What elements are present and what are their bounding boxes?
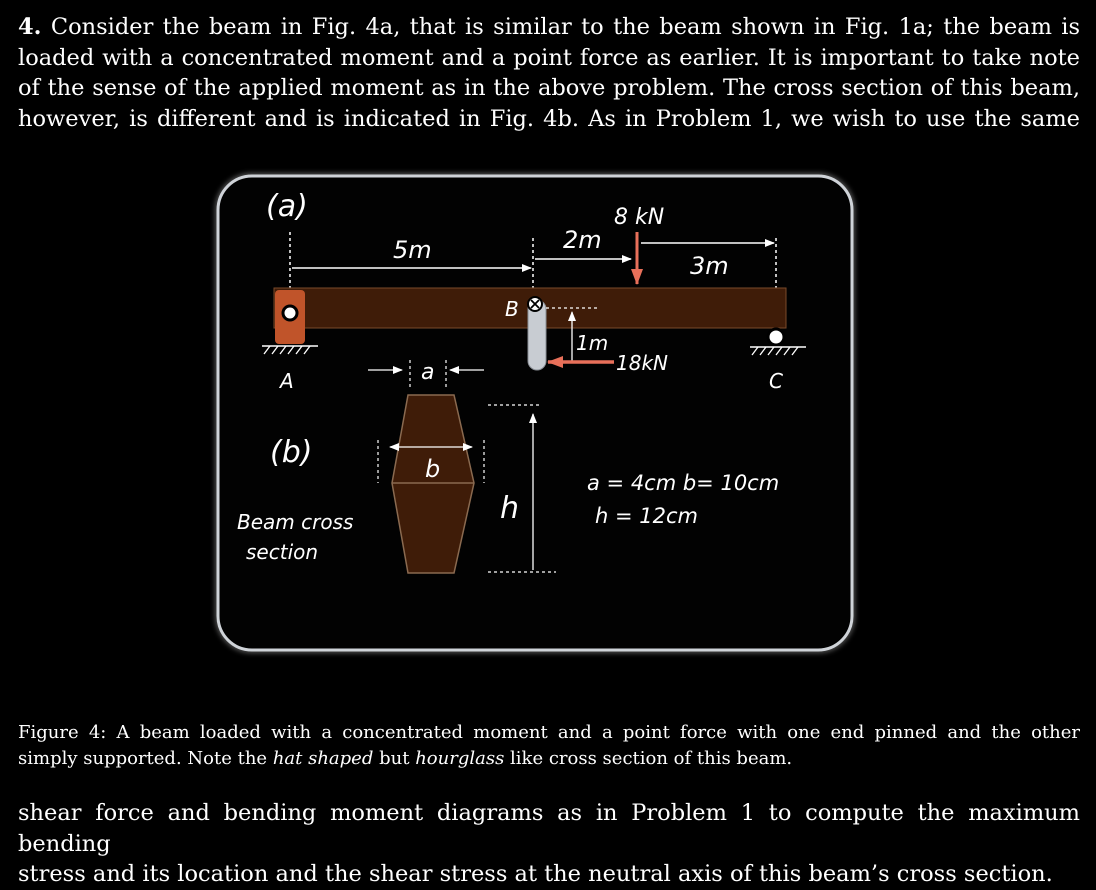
figure-caption xyxy=(18,720,1080,772)
dim-2m: 2m xyxy=(563,226,602,254)
problem-line-2: loaded with a concentrated moment and a point force as earlier. It is important to take note xyxy=(18,44,1080,71)
problem-number: 4. xyxy=(18,14,42,40)
pin-icon xyxy=(283,306,297,320)
cross-section-caption-1: Beam cross xyxy=(237,510,354,534)
point-b-label: B xyxy=(505,297,519,321)
dim-5m: 5m xyxy=(393,236,432,264)
section-a-label: a xyxy=(421,360,435,385)
cross-section-caption-2: section xyxy=(246,540,319,564)
section-h-label: h xyxy=(500,491,520,526)
roller-icon xyxy=(768,329,784,345)
caption-emphasis-hat: hat shaped xyxy=(272,748,374,769)
label-a: (a) xyxy=(266,189,308,224)
values-line-2: h = 12cm xyxy=(595,504,698,528)
caption-line-1: A beam loaded with a concentrated moment and a point force with one end pinned and the other xyxy=(116,722,1080,743)
force-8kn-label: 8 kN xyxy=(614,205,665,230)
continuation-line-1: shear force and bending moment diagrams as in Problem 1 to compute the maximum bending xyxy=(18,800,1080,857)
point-a-label: A xyxy=(280,369,294,393)
continuation-line-2: stress and its location and the shear stress at the neutral axis of this beam’s cross section. xyxy=(18,861,1053,887)
values-line-1: a = 4cm b= 10cm xyxy=(587,471,780,495)
caption-prefix: Figure 4: xyxy=(18,722,107,743)
problem-line-3: of the sense of the applied moment as in the above problem. The cross section of this beam, xyxy=(18,75,1080,101)
label-b: (b) xyxy=(270,435,313,470)
section-b-label: b xyxy=(425,455,441,483)
point-c-label: C xyxy=(769,369,783,393)
force-18kn-label: 18kN xyxy=(616,351,668,375)
caption-emphasis-hourglass: hourglass xyxy=(415,748,505,769)
dim-1m: 1m xyxy=(576,331,609,355)
dim-3m: 3m xyxy=(690,252,729,280)
continuation-text xyxy=(18,798,1080,890)
figure-panel xyxy=(218,176,852,650)
caption-line-2: simply supported. Note the hat shaped but hourglass like cross section of this beam. xyxy=(18,748,793,769)
problem-line-4: however, is different and is indicated in Fig. 4b. As in Problem 1, we wish to use the same xyxy=(18,105,1080,132)
problem-line-1: Consider the beam in Fig. 4a, that is similar to the beam shown in Fig. 1a; the beam is xyxy=(50,14,1080,40)
